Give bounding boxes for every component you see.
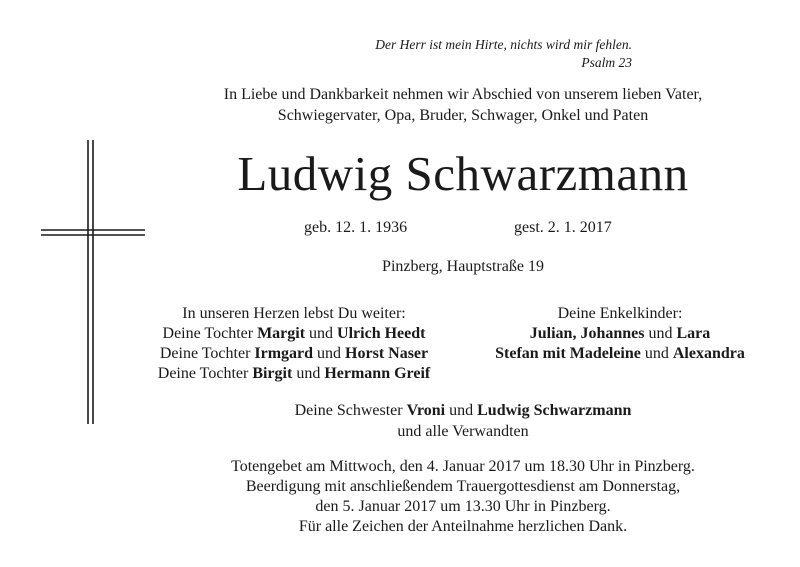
list-item	[470, 344, 770, 364]
family-name: Hermann Greif	[324, 365, 431, 382]
service-info	[150, 457, 776, 537]
relation-label: Deine Schwester	[294, 402, 407, 419]
intro-line: Schwiegervater, Opa, Bruder, Schwager, Onkel und Paten	[277, 107, 649, 124]
grandchildren-heading: Deine Enkelkinder:	[557, 305, 683, 322]
list-item	[470, 324, 770, 344]
joiner: und	[313, 345, 346, 362]
joiner: und	[305, 325, 338, 342]
joiner: und	[445, 402, 478, 419]
service-line: Totengebet am Mittwoch, den 4. Januar 2017 um 18.30 Uhr in Pinzberg.	[231, 458, 695, 475]
death-date: gest. 2. 1. 2017	[514, 219, 612, 236]
relation-label: Deine Tochter	[162, 325, 258, 342]
joiner: und	[640, 345, 673, 362]
family-name: Ludwig Schwarzmann	[477, 402, 632, 419]
family-name: Margit	[257, 325, 306, 342]
family-name: Horst Naser	[345, 345, 429, 362]
children-list	[110, 304, 478, 384]
relation-label: Deine Tochter	[157, 365, 253, 382]
family-name: Stefan mit Madeleine	[495, 345, 641, 362]
list-item	[110, 364, 478, 384]
psalm-reference: Psalm 23	[581, 55, 632, 70]
list-item	[110, 344, 478, 364]
list-item	[110, 324, 478, 344]
family-name: Julian, Johannes	[529, 325, 645, 342]
cross-icon	[38, 138, 148, 428]
life-dates	[150, 219, 776, 241]
intro-text	[150, 84, 776, 126]
sister-block	[150, 400, 776, 442]
intro-line: In Liebe und Dankbarkeit nehmen wir Abschied von unserem lieben Vater,	[223, 86, 703, 103]
family-name: Alexandra	[672, 345, 745, 362]
deceased-name: Ludwig Schwarzmann	[237, 146, 689, 201]
children-heading: In unseren Herzen lebst Du weiter:	[182, 305, 406, 322]
list-item	[150, 400, 776, 421]
address: Pinzberg, Hauptstraße 19	[382, 258, 544, 275]
service-line: Beerdigung mit anschließendem Trauergottesdienst am Donnerstag,	[245, 478, 681, 495]
grandchildren-list	[470, 304, 770, 364]
family-name: Lara	[676, 325, 711, 342]
relatives-line: und alle Verwandten	[397, 423, 529, 440]
relation-label: Deine Tochter	[159, 345, 255, 362]
family-name: Ulrich Heedt	[337, 325, 426, 342]
thanks-line: Für alle Zeichen der Anteilnahme herzlichen Dank.	[298, 518, 628, 535]
joiner: und	[644, 325, 677, 342]
family-name: Irmgard	[254, 345, 314, 362]
psalm-text: Der Herr ist mein Hirte, nichts wird mir fehlen.	[375, 37, 632, 52]
psalm-quote	[200, 36, 632, 72]
service-line: den 5. Januar 2017 um 13.30 Uhr in Pinzberg.	[315, 498, 611, 515]
birth-date: geb. 12. 1. 1936	[304, 219, 408, 236]
family-name: Birgit	[252, 365, 293, 382]
family-name: Vroni	[406, 402, 446, 419]
joiner: und	[292, 365, 325, 382]
